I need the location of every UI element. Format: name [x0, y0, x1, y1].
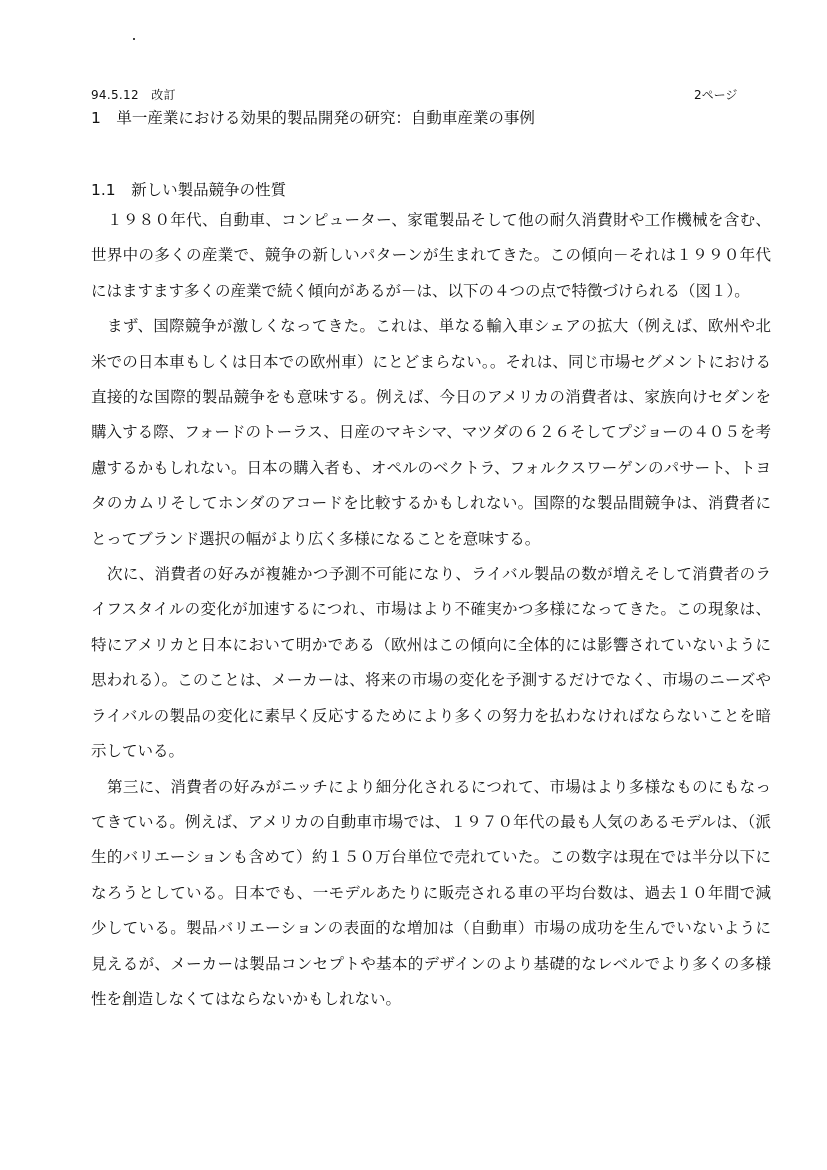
body-text [91, 203, 771, 1017]
paragraph-1: １９８０年代、自動車、コンピューター、家電製品そして他の耐久消費財や工作機械を含む、世界中の多くの産業で、競争の新しいパターンが生まれてきた。この傾向－それは１９９０年代にはますます多くの産業で続く傾向があるが－は、以下の４つの点で特徴づけられる（図１）。 [91, 211, 771, 300]
revision-date: 94.5.12 改訂 [91, 88, 176, 102]
chapter-title: 1 単一産業における効果的製品開発の研究：自動車産業の事例 [91, 109, 535, 127]
page-number: 2ページ [694, 88, 738, 102]
section-title: 1.1 新しい製品競争の性質 [91, 181, 287, 199]
paragraph-4: 第三に、消費者の好みがニッチにより細分化されるにつれて、市場はより多様なものにもなってきている。例えば、アメリカの自動車市場では、１９７０年代の最も人気のあるモデルは、（派生的バリエーションも含めて）約１５０万台単位で売れていた。この数字は現在では半分以下になろうとしている。日本でも、一モデルあたりに販売される車の平均台数は、過去１０年間で減少している。製品バリエーションの表面的な増加は（自動車）市場の成功を生んでいないように見えるが、メーカーは製品コンセプトや基本的デザインのより基礎的なレベルでより多くの多様性を創造しなくてはならないかもしれない。 [91, 777, 771, 1008]
paragraph-2: まず、国際競争が激しくなってきた。これは、単なる輸入車シェアの拡大（例えば、欧州や北米での日本車もしくは日本での欧州車）にとどまらない。。それは、同じ市場セグメントにおける直接的な国際的製品競争をも意味する。例えば、今日のアメリカの消費者は、家族向けセダンを購入する際、フォードのトーラス、日産のマキシマ、マツダの６２６そしてプジョーの４０５を考慮するかもしれない。日本の購入者も、オペルのベクトラ、フォルクスワーゲンのパサート、トヨタのカムリそしてホンダのアコードを比較するかもしれない。国際的な製品間競争は、消費者にとってブランド選択の幅がより広く多様になることを意味する。 [91, 317, 771, 548]
paragraph-3: 次に、消費者の好みが複雑かつ予測不可能になり、ライバル製品の数が増えそして消費者のライフスタイルの変化が加速するにつれ、市場はより不確実かつ多様になってきた。この現象は、特にアメリカと日本において明かである（欧州はこの傾向に全体的には影響されていないように思われる）。このことは、メーカーは、将来の市場の変化を予測するだけでなく、市場のニーズやライバルの製品の変化に素早く反応するためにより多くの努力を払わなければならないことを暗示している。 [91, 565, 771, 761]
scan-speck [133, 38, 135, 40]
